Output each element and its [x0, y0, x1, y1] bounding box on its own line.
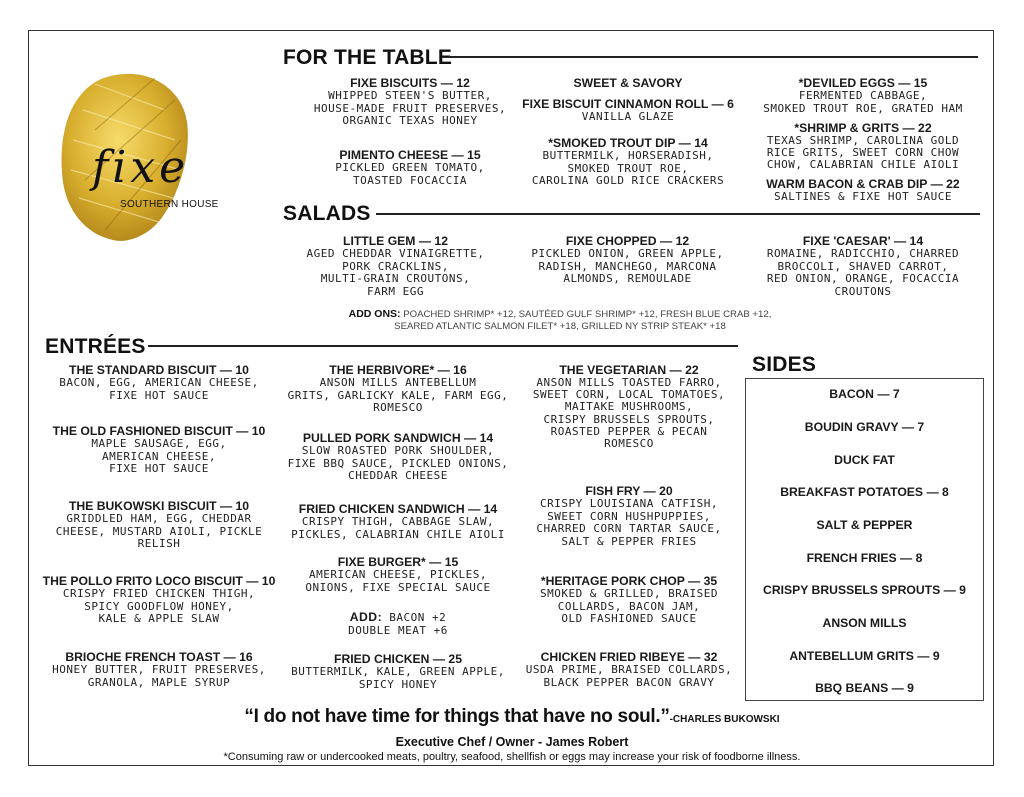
menu-item: FIXE BISCUIT CINNAMON ROLL — 6 VANILLA GLAZE	[522, 97, 734, 123]
side-item: BBQ BEANS — 9	[815, 681, 914, 695]
sub-header-sweet-savory: SWEET & SAVORY	[573, 76, 683, 90]
menu-item: PULLED PORK SANDWICH — 14 SLOW ROASTED PORK SHOULDER, FIXE BBQ SAUCE, PICKLED ONIONS, CHEDDAR CHEESE	[287, 431, 509, 483]
divider	[148, 345, 738, 347]
menu-item: BRIOCHE FRENCH TOAST — 16 HONEY BUTTER, FRUIT PRESERVES, GRANOLA, MAPLE SYRUP	[52, 650, 266, 689]
menu-item: THE STANDARD BISCUIT — 10 BACON, EGG, AMERICAN CHEESE, FIXE HOT SAUCE	[59, 363, 259, 402]
side-item: BREAKFAST POTATOES — 8	[780, 485, 949, 499]
menu-item: LITTLE GEM — 12 AGED CHEDDAR VINAIGRETTE, PORK CRACKLINS, MULTI-GRAIN CROUTONS, FARM EGG	[306, 234, 485, 298]
menu-item: THE OLD FASHIONED BISCUIT — 10 MAPLE SAUSAGE, EGG, AMERICAN CHEESE, FIXE HOT SAUCE	[52, 424, 266, 476]
side-item: SALT & PEPPER	[816, 518, 913, 532]
section-title-for-the-table: FOR THE TABLE	[283, 46, 453, 69]
menu-item: FIXE BURGER* — 15 AMERICAN CHEESE, PICKLES, ONIONS, FIXE SPECIAL SAUCE	[305, 555, 491, 594]
side-item: DUCK FAT	[834, 453, 895, 467]
menu-item: THE HERBIVORE* — 16 ANSON MILLS ANTEBELLUM GRITS, GARLICKY KALE, FARM EGG, ROMESCO	[287, 363, 509, 415]
menu-item: THE VEGETARIAN — 22 ANSON MILLS TOASTED FARRO, SWEET CORN, LOCAL TOMATOES, MAITAKE MUSHROOMS, CRISPY BRUSSELS SPROUTS, ROASTED PEPPER & PECAN ROMESCO	[532, 363, 726, 451]
menu-item: *HERITAGE PORK CHOP — 35 SMOKED & GRILLED, BRAISED COLLARDS, BACON JAM, OLD FASHIONED SAUCE	[539, 574, 719, 626]
menu-item: FIXE BISCUITS — 12 WHIPPED STEEN'S BUTTER, HOUSE-MADE FRUIT PRESERVES, ORGANIC TEXAS HONEY	[313, 76, 507, 128]
side-item: BOUDIN GRAVY — 7	[804, 420, 925, 434]
side-item: ANTEBELLUM GRITS — 9	[789, 649, 940, 663]
add-ons: ADD ONS: POACHED SHRIMP* +12, SAUTÉED GULF SHRIMP* +12, FRESH BLUE CRAB +12, SEARED ATLANTIC SALMON FILET* +18, GRILLED NY STRIP STEAK* +18	[348, 308, 772, 332]
menu-item: PIMENTO CHEESE — 15 PICKLED GREEN TOMATO, TOASTED FOCACCIA	[335, 148, 485, 187]
chef-credit: Executive Chef / Owner - James Robert	[395, 735, 629, 749]
menu-item: FIXE CHOPPED — 12 PICKLED ONION, GREEN APPLE, RADISH, MANCHEGO, MARCONA ALMONDS, REMOULADE	[531, 234, 724, 286]
section-title-sides: SIDES	[752, 353, 817, 376]
menu-item: *SMOKED TROUT DIP — 14 BUTTERMILK, HORSERADISH, SMOKED TROUT ROE, CAROLINA GOLD RICE CRACKERS	[531, 136, 725, 188]
section-title-entrees: ENTRÉES	[45, 335, 146, 358]
menu-item: FIXE 'CAESAR' — 14 ROMAINE, RADICCHIO, CHARRED BROCCOLI, SHAVED CARROT, RED ONION, ORANGE, FOCACCIA CROUTONS	[766, 234, 960, 298]
disclaimer: *Consuming raw or undercooked meats, poultry, seafood, shellfish or eggs may increase your risk of foodborne illness.	[223, 751, 801, 763]
section-title-salads: SALADS	[283, 202, 371, 225]
divider	[376, 213, 980, 215]
burger-add-ons: ADD: BACON +2 DOUBLE MEAT +6	[348, 610, 448, 637]
menu-item: WARM BACON & CRAB DIP — 22 SALTINES & FIXE HOT SAUCE	[766, 177, 960, 203]
menu-item: CHICKEN FRIED RIBEYE — 32 USDA PRIME, BRAISED COLLARDS, BLACK PEPPER BACON GRAVY	[525, 650, 733, 689]
menu-item: *SHRIMP & GRITS — 22 TEXAS SHRIMP, CAROLINA GOLD RICE GRITS, SWEET CORN CHOW CHOW, CALABRIAN CHILE AIOLI	[766, 121, 960, 171]
menu-item: *DEVILED EGGS — 15 FERMENTED CABBAGE, SMOKED TROUT ROE, GRATED HAM	[763, 76, 963, 115]
side-item: FRENCH FRIES — 8	[806, 551, 923, 565]
divider	[448, 56, 978, 58]
side-item: CRISPY BRUSSELS SPROUTS — 9	[763, 583, 966, 597]
menu-item: THE POLLO FRITO LOCO BISCUIT — 10 CRISPY FRIED CHICKEN THIGH, SPICY GOODFLOW HONEY, KALE & APPLE SLAW	[42, 574, 276, 626]
menu-item: FRIED CHICKEN — 25 BUTTERMILK, KALE, GREEN APPLE, SPICY HONEY	[291, 652, 505, 691]
sides-box	[745, 378, 984, 701]
side-item: ANSON MILLS	[822, 616, 907, 630]
menu-item: FRIED CHICKEN SANDWICH — 14 CRISPY THIGH, CABBAGE SLAW, PICKLES, CALABRIAN CHILE AIOLI	[291, 502, 505, 541]
logo-wordmark: fixe	[92, 142, 190, 193]
menu-item: FISH FRY — 20 CRISPY LOUISIANA CATFISH, SWEET CORN HUSHPUPPIES, CHARRED CORN TARTAR SAUCE, SALT & PEPPER FRIES	[536, 484, 722, 548]
logo-subtitle: SOUTHERN HOUSE	[120, 199, 219, 210]
side-item: BACON — 7	[829, 387, 900, 401]
quote: “I do not have time for things that have no soul.”-CHARLES BUKOWSKI	[244, 706, 780, 727]
menu-item: THE BUKOWSKI BISCUIT — 10 GRIDDLED HAM, EGG, CHEDDAR CHEESE, MUSTARD AIOLI, PICKLE RELISH	[55, 499, 263, 551]
